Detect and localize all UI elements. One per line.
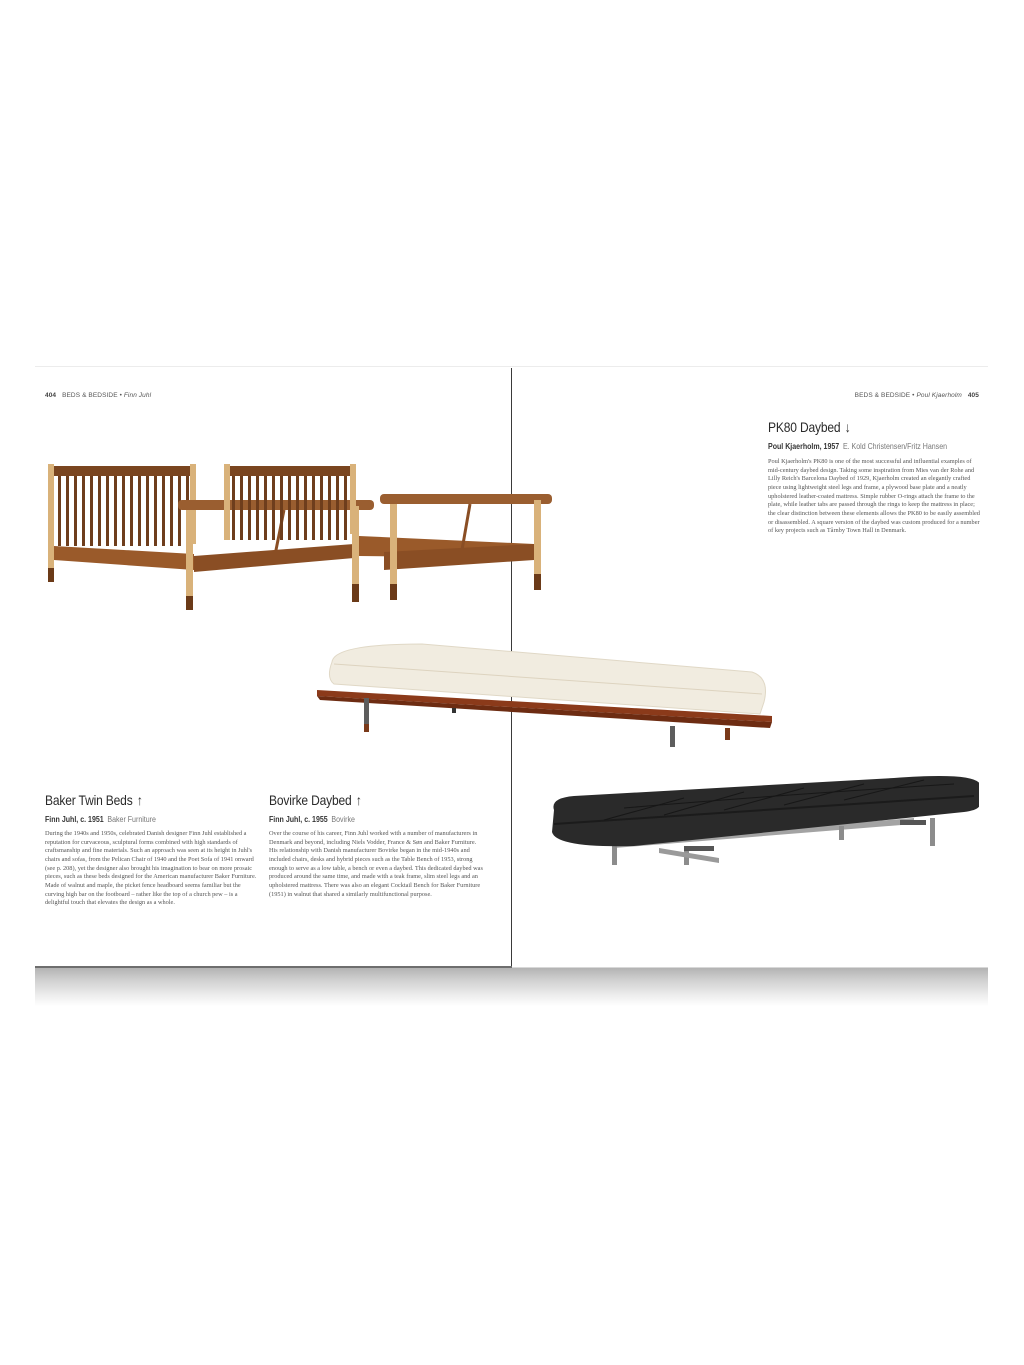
left-separator: • <box>119 392 122 399</box>
baker-title-text: Baker Twin Beds <box>45 792 133 808</box>
pk80-maker: E. Kold Christensen/Fritz Hansen <box>842 442 948 451</box>
arrow-up-icon: ↑ <box>136 792 143 808</box>
bovirke-title-text: Bovirke Daybed <box>269 792 352 808</box>
baker-credit <box>45 815 156 824</box>
arrow-down-icon: ↓ <box>844 419 851 435</box>
right-separator: • <box>912 392 915 399</box>
right-page-number: 405 <box>967 392 979 399</box>
bovirke-body-text: Over the course of his career, Finn Juhl worked with a number of manufacturers in Denmark and beyond, including Niels Vodder, France & Søn and Baker Furniture. His relationship with Danish manufacturer Bovirke began in the mid-1940s and included chairs, desks and hybrid pieces such as the Table Bench of 1953, strong enough to serve as a low table, a bench or even a daybed. This dedicated daybed was produced around the same time, and made with a teak frame, slim steel legs and an upholstered mattress. There was also an elegant Cocktail Bench for Baker Furniture (1951) in walnut that shared a similarly multifunctional purpose. <box>269 830 483 898</box>
bovirke-maker: Bovirke <box>331 815 355 824</box>
left-page-number: 404 <box>45 392 57 399</box>
pk80-designer-year: Poul Kjaerholm, 1957 <box>768 442 840 451</box>
pk80-body-text: Poul Kjaerholm's PK80 is one of the most successful and influential examples of mid-century daybed design. Taking some inspiration from Mies van der Rohe and Lilly Reich's Barcelona Daybed of 1929, Kjaerholm created an elegantly crafted piece using lightweight steel legs and frame, a plywood base plate and a neatly upholstered leather-coated mattress. Simple rubber O-rings attach the frame to the plate, while leather tabs are passed through the rings to keep the mattress in place; the clear distinction between these elements allows the PK80 to be easily assembled or disassembled. A square version of the daybed was custom produced for a number of key projects such as Tårnby Town Hall in Denmark. <box>768 458 980 535</box>
pk80-credit <box>768 442 947 451</box>
baker-designer-year: Finn Juhl, c. 1951 <box>45 815 104 824</box>
bovirke-designer-year: Finn Juhl, c. 1955 <box>269 815 328 824</box>
arrow-up-icon: ↑ <box>355 792 362 808</box>
left-author-label: Finn Juhl <box>123 392 152 399</box>
baker-body-text: During the 1940s and 1950s, celebrated Danish designer Finn Juhl established a reputation for curvaceous, sculptural forms combined with high standards of craftsmanship and fine materials. Such an approach was seen at its height in Juhl's chairs and sofas, from the Pelican Chair of 1940 and the Poet Sofa of 1941 onward (see p. 208), yet the designer also brought his imagination to bear on more prosaic pieces, such as these beds designed for the American manufacturer Baker Furniture. Made of walnut and maple, the picket fence headboard seems familiar but the curving high bar on the footboard – rather like the top of a church pew – is a delightful touch that elevates the design as a whole. <box>45 830 257 907</box>
right-running-head <box>855 392 979 399</box>
pk80-daybed-photo <box>534 770 979 865</box>
bovirke-daybed-photo <box>312 632 772 747</box>
right-author-label: Poul Kjaerholm <box>916 392 962 399</box>
book-drop-shadow <box>35 968 988 1006</box>
right-section-label: BEDS & BEDSIDE <box>854 392 911 399</box>
bovirke-credit <box>269 815 355 824</box>
left-running-head <box>45 392 151 399</box>
pk80-title <box>768 419 851 435</box>
bovirke-daybed-title <box>269 792 362 808</box>
baker-twin-beds-title <box>45 792 143 808</box>
left-section-label: BEDS & BEDSIDE <box>62 392 118 399</box>
pk80-title-text: PK80 Daybed <box>768 419 841 435</box>
baker-maker: Baker Furniture <box>107 815 156 824</box>
baker-twin-beds-photo <box>44 460 554 610</box>
